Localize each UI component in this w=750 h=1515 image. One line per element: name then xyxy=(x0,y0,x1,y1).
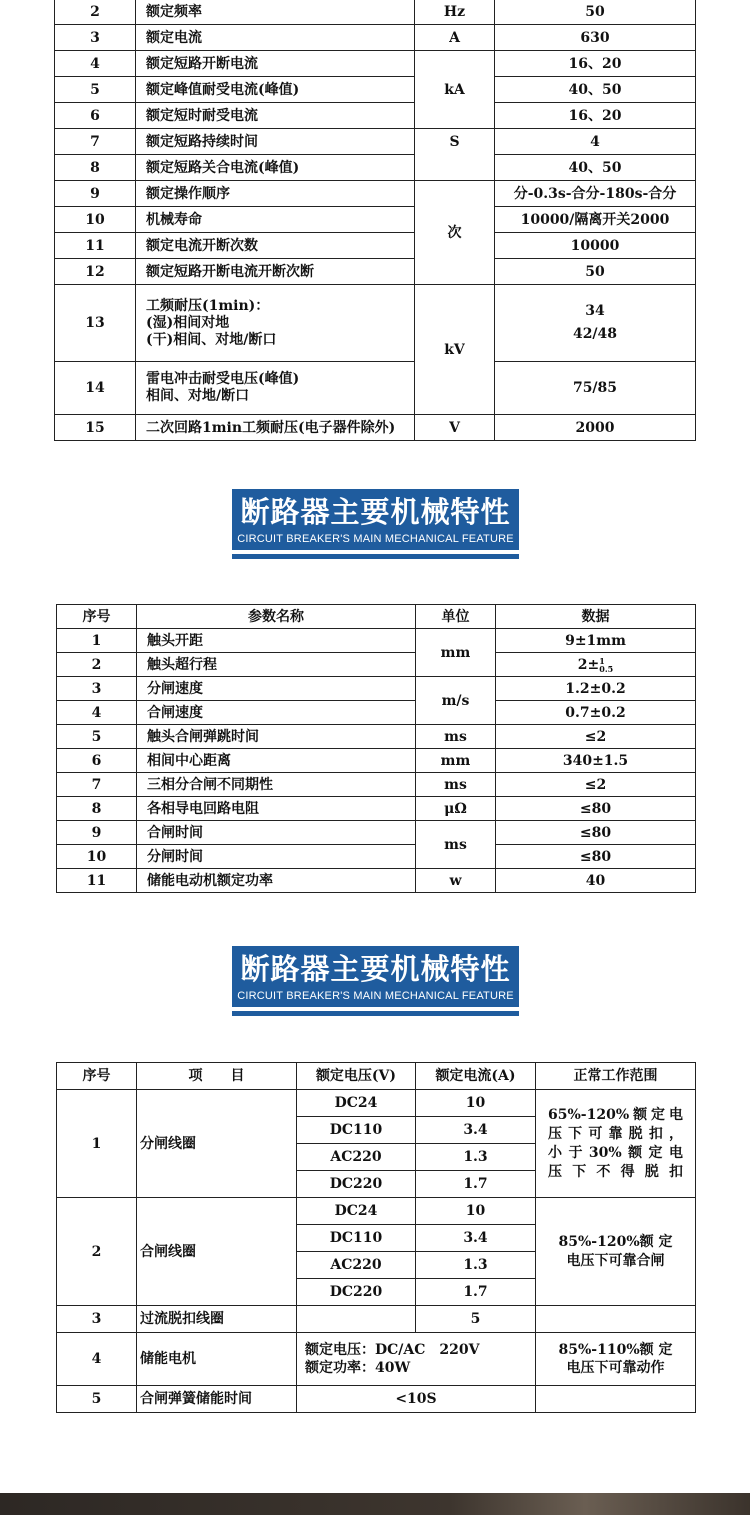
table-row xyxy=(57,725,696,749)
parameter-name-line: 相间、对地/断口 xyxy=(146,388,250,404)
unit-cell: kV xyxy=(415,285,495,415)
value-line: 34 xyxy=(585,303,605,319)
row-number: 15 xyxy=(55,415,136,441)
voltage-cell: DC24 xyxy=(297,1198,416,1225)
spec-cell xyxy=(297,1333,536,1386)
row-number: 3 xyxy=(57,1306,137,1333)
parameter-name: 分闸速度 xyxy=(137,677,416,701)
parameter-name: 分闸时间 xyxy=(137,845,416,869)
value-superscript: 1 xyxy=(599,655,605,666)
row-number: 7 xyxy=(55,129,136,155)
header-item: 项 目 xyxy=(137,1063,297,1090)
row-number: 10 xyxy=(55,207,136,233)
parameter-name: 额定短时耐受电流 xyxy=(136,103,415,129)
value-line: 42/48 xyxy=(572,326,618,342)
value-cell: 340±1.5 xyxy=(496,749,696,773)
parameter-name xyxy=(136,362,415,415)
table-row xyxy=(55,415,696,441)
table-row xyxy=(57,653,696,677)
range-cell xyxy=(536,1090,696,1198)
row-number: 2 xyxy=(57,653,137,677)
row-number: 1 xyxy=(57,629,137,653)
parameter-name-line: 工频耐压(1min)： xyxy=(146,297,270,314)
unit-cell: A xyxy=(415,25,495,51)
table-row xyxy=(57,869,696,893)
banner-underline xyxy=(232,554,519,559)
row-number: 3 xyxy=(55,25,136,51)
parameter-name: 二次回路1min工频耐压(电子器件除外) xyxy=(136,415,415,441)
range-line: 电压下可靠动作 xyxy=(566,1360,665,1376)
current-cell: 1.7 xyxy=(416,1171,536,1198)
value-cell: <10S xyxy=(297,1386,536,1413)
table-row xyxy=(55,0,696,25)
value-cell: 10000/隔离开关2000 xyxy=(495,207,696,233)
table-row xyxy=(55,51,696,77)
parameter-name xyxy=(136,285,415,362)
value-cell: 2000 xyxy=(495,415,696,441)
value-cell xyxy=(496,653,696,677)
voltage-cell: AC220 xyxy=(297,1144,416,1171)
parameter-name: 额定电流开断次数 xyxy=(136,233,415,259)
value-cell: 50 xyxy=(495,259,696,285)
footer-image-strip xyxy=(0,1493,750,1515)
row-number: 3 xyxy=(57,677,137,701)
table-row xyxy=(55,155,696,181)
value-cell: 4 xyxy=(495,129,696,155)
item-name: 合闸线圈 xyxy=(137,1198,297,1306)
value-cell: 9±1mm xyxy=(496,629,696,653)
header-no: 序号 xyxy=(57,1063,137,1090)
row-number: 13 xyxy=(55,285,136,362)
voltage-cell: DC110 xyxy=(297,1117,416,1144)
row-number: 6 xyxy=(57,749,137,773)
range-line: 电压下可靠合闸 xyxy=(566,1252,665,1269)
unit-cell: Hz xyxy=(415,0,495,25)
row-number: 14 xyxy=(55,362,136,415)
table-row xyxy=(55,285,696,362)
row-number: 11 xyxy=(57,869,137,893)
parameter-name: 三相分合闸不同期性 xyxy=(137,773,416,797)
row-number: 6 xyxy=(55,103,136,129)
parameter-name: 额定短路关合电流(峰值) xyxy=(136,155,415,181)
parameter-name: 额定短路持续时间 xyxy=(136,129,415,155)
value-cell: 16、20 xyxy=(495,51,696,77)
range-cell xyxy=(536,1198,696,1306)
parameter-name-line: (干)相间、对地/断口 xyxy=(146,331,277,348)
parameter-name: 额定频率 xyxy=(136,0,415,25)
value-cell xyxy=(495,285,696,362)
parameter-name: 合闸速度 xyxy=(137,701,416,725)
range-line: 85%-120%额 定 xyxy=(558,1233,673,1250)
current-cell: 10 xyxy=(416,1198,536,1225)
row-number: 8 xyxy=(57,797,137,821)
voltage-cell: DC110 xyxy=(297,1225,416,1252)
value-cell: ≤2 xyxy=(496,725,696,749)
table-row xyxy=(57,797,696,821)
unit-cell: m/s xyxy=(416,677,496,725)
header-no: 序号 xyxy=(57,605,137,629)
item-name: 合闸弹簧储能时间 xyxy=(137,1386,297,1413)
item-name: 过流脱扣线圈 xyxy=(137,1306,297,1333)
parameter-name: 相间中心距离 xyxy=(137,749,416,773)
table-row xyxy=(57,1198,696,1225)
unit-cell: kA xyxy=(415,51,495,129)
range-line: 85%-110%额 定 xyxy=(558,1342,673,1358)
row-number: 4 xyxy=(57,1333,137,1386)
table-row xyxy=(57,821,696,845)
banner-title: 断路器主要机械特性 xyxy=(240,495,511,529)
table-row xyxy=(55,207,696,233)
row-number: 5 xyxy=(57,725,137,749)
voltage-cell: DC220 xyxy=(297,1171,416,1198)
parameter-name: 触头开距 xyxy=(137,629,416,653)
parameter-name: 额定短路开断电流开断次断 xyxy=(136,259,415,285)
parameter-name: 触头超行程 xyxy=(137,653,416,677)
table-row xyxy=(55,25,696,51)
parameter-name-line: (湿)相间对地 xyxy=(146,314,230,331)
row-number: 5 xyxy=(57,1386,137,1413)
coil-characteristics-table xyxy=(56,1062,696,1413)
value-cell: ≤80 xyxy=(496,845,696,869)
value-cell: ≤2 xyxy=(496,773,696,797)
banner-title: 断路器主要机械特性 xyxy=(240,952,511,986)
item-name: 分闸线圈 xyxy=(137,1090,297,1198)
table-row xyxy=(57,677,696,701)
parameter-name: 触头合闸弹跳时间 xyxy=(137,725,416,749)
row-number: 2 xyxy=(55,0,136,25)
row-number: 5 xyxy=(55,77,136,103)
value-subscript: 0.5 xyxy=(599,663,614,674)
range-line: 小于30%额定电 xyxy=(548,1144,683,1161)
table-row xyxy=(57,1090,696,1117)
value-cell: 40 xyxy=(496,869,696,893)
row-number: 10 xyxy=(57,845,137,869)
range-cell xyxy=(536,1386,696,1413)
value-cell: 50 xyxy=(495,0,696,25)
current-cell: 3.4 xyxy=(416,1117,536,1144)
value-cell: 1.2±0.2 xyxy=(496,677,696,701)
table-row xyxy=(57,749,696,773)
banner-subtitle: CIRCUIT BREAKER'S MAIN MECHANICAL FEATURE xyxy=(237,533,514,545)
table-row xyxy=(55,129,696,155)
header-unit: 单位 xyxy=(416,605,496,629)
table-row xyxy=(55,77,696,103)
row-number: 1 xyxy=(57,1090,137,1198)
current-cell: 1.3 xyxy=(416,1252,536,1279)
value-cell: ≤80 xyxy=(496,821,696,845)
unit-cell: ms xyxy=(416,821,496,869)
banner-box xyxy=(232,946,519,1007)
banner-box xyxy=(232,489,519,550)
current-cell: 10 xyxy=(416,1090,536,1117)
value-cell: 0.7±0.2 xyxy=(496,701,696,725)
table-row xyxy=(55,103,696,129)
parameter-name: 额定电流 xyxy=(136,25,415,51)
voltage-cell: DC24 xyxy=(297,1090,416,1117)
range-line: 65%-120%额定电 xyxy=(548,1106,683,1123)
row-number: 4 xyxy=(57,701,137,725)
section-banner xyxy=(232,946,519,1018)
header-value: 数据 xyxy=(496,605,696,629)
table-row xyxy=(57,845,696,869)
banner-underline xyxy=(232,1011,519,1016)
table-row xyxy=(57,701,696,725)
value-cell: 40、50 xyxy=(495,155,696,181)
electrical-parameters-table xyxy=(54,0,696,441)
parameter-name: 机械寿命 xyxy=(136,207,415,233)
parameter-name: 额定操作顺序 xyxy=(136,181,415,207)
parameter-name: 各相导电回路电阻 xyxy=(137,797,416,821)
value-cell: 16、20 xyxy=(495,103,696,129)
range-line: 压下不得脱扣 xyxy=(548,1163,683,1180)
voltage-cell xyxy=(297,1306,416,1333)
value-cell: 40、50 xyxy=(495,77,696,103)
value-cell: 75/85 xyxy=(495,362,696,415)
table-row xyxy=(57,1386,696,1413)
table-header-row xyxy=(57,605,696,629)
row-number: 7 xyxy=(57,773,137,797)
current-cell: 5 xyxy=(416,1306,536,1333)
table-row xyxy=(55,233,696,259)
header-name: 参数名称 xyxy=(137,605,416,629)
row-number: 4 xyxy=(55,51,136,77)
row-number: 11 xyxy=(55,233,136,259)
row-number: 2 xyxy=(57,1198,137,1306)
header-current: 额定电流(A) xyxy=(416,1063,536,1090)
parameter-name: 储能电动机额定功率 xyxy=(137,869,416,893)
parameter-name: 额定峰值耐受电流(峰值) xyxy=(136,77,415,103)
current-cell: 3.4 xyxy=(416,1225,536,1252)
header-voltage: 额定电压(V) xyxy=(297,1063,416,1090)
table-header-row xyxy=(57,1063,696,1090)
row-number: 9 xyxy=(57,821,137,845)
mechanical-characteristics-table xyxy=(56,604,696,893)
header-range: 正常工作范围 xyxy=(536,1063,696,1090)
row-number: 12 xyxy=(55,259,136,285)
unit-cell: mm xyxy=(416,629,496,677)
unit-cell: w xyxy=(416,869,496,893)
table-row xyxy=(55,259,696,285)
range-cell xyxy=(536,1333,696,1386)
voltage-cell: DC220 xyxy=(297,1279,416,1306)
unit-cell: V xyxy=(415,415,495,441)
value-cell: 10000 xyxy=(495,233,696,259)
value-cell: 分-0.3s-合分-180s-合分 xyxy=(495,181,696,207)
row-number: 9 xyxy=(55,181,136,207)
banner-subtitle: CIRCUIT BREAKER'S MAIN MECHANICAL FEATURE xyxy=(237,990,514,1002)
unit-cell: ms xyxy=(416,725,496,749)
table-row xyxy=(57,773,696,797)
voltage-cell: AC220 xyxy=(297,1252,416,1279)
table-row xyxy=(55,362,696,415)
table-row xyxy=(55,181,696,207)
unit-cell: μΩ xyxy=(416,797,496,821)
table-row xyxy=(57,1306,696,1333)
section-banner xyxy=(232,489,519,561)
value-cell: 630 xyxy=(495,25,696,51)
current-cell: 1.7 xyxy=(416,1279,536,1306)
unit-cell: S xyxy=(415,129,495,181)
parameter-name: 合闸时间 xyxy=(137,821,416,845)
range-cell xyxy=(536,1306,696,1333)
unit-cell: mm xyxy=(416,749,496,773)
table-row xyxy=(57,629,696,653)
value-cell: ≤80 xyxy=(496,797,696,821)
table-row xyxy=(57,1333,696,1386)
row-number: 8 xyxy=(55,155,136,181)
parameter-name: 额定短路开断电流 xyxy=(136,51,415,77)
parameter-name-line: 雷电冲击耐受电压(峰值) xyxy=(146,371,300,387)
spec-line: 额定功率：40W xyxy=(305,1360,411,1376)
unit-cell: 次 xyxy=(415,181,495,285)
unit-cell: ms xyxy=(416,773,496,797)
item-name: 储能电机 xyxy=(137,1333,297,1386)
value-main: 2± xyxy=(577,656,600,673)
range-line: 压下可靠脱扣， xyxy=(548,1125,683,1142)
spec-line: 额定电压：DC/AC 220V xyxy=(305,1342,480,1358)
current-cell: 1.3 xyxy=(416,1144,536,1171)
